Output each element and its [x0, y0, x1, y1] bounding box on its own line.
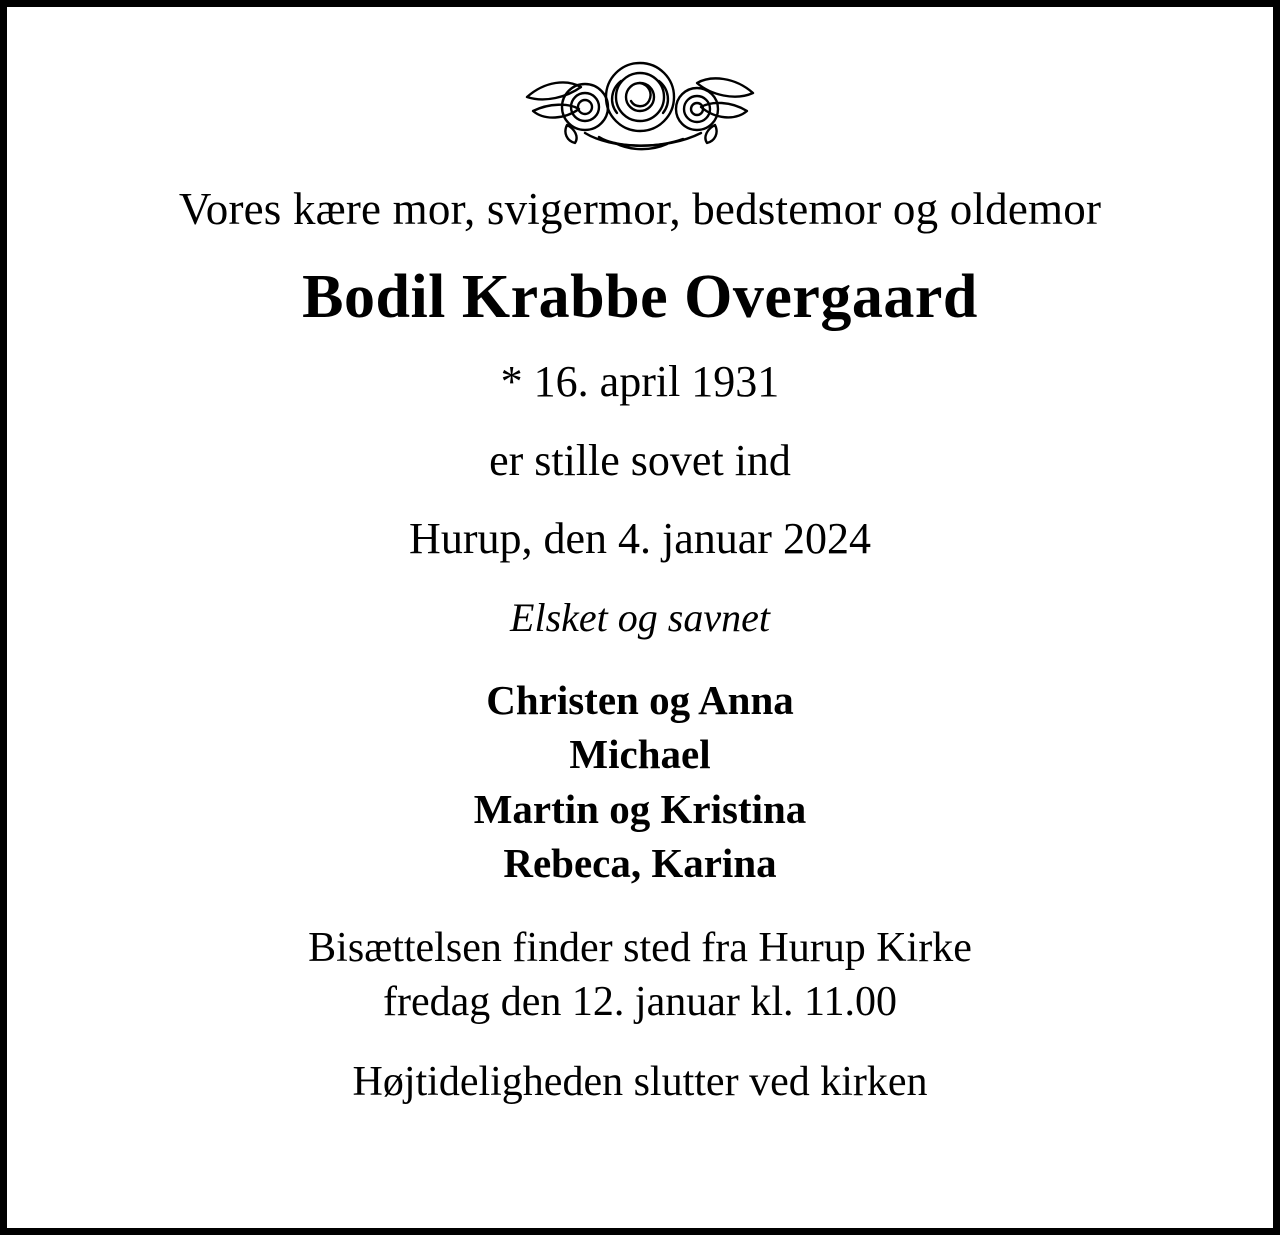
survivor-line: Rebeca, Karina — [503, 840, 777, 887]
rose-bouquet-icon — [515, 51, 765, 156]
closing-text: Højtideligheden slutter ved kirken — [352, 1059, 928, 1106]
birth-date: * 16. april 1931 — [500, 357, 780, 407]
survivor-line: Martin og Kristina — [473, 785, 807, 832]
survivor-line: Christen og Anna — [486, 676, 794, 723]
service-line: Bisættelsen finder sted fra Hurup Kirke — [308, 924, 972, 971]
relation-text: Vores kære mor, svigermor, bedstemor og oldemor — [178, 184, 1102, 234]
place-and-date-of-death: Hurup, den 4. januar 2024 — [409, 514, 871, 564]
service-line: fredag den 12. januar kl. 11.00 — [383, 979, 897, 1026]
service-details — [308, 921, 972, 1030]
epitaph-text: Elsket og savnet — [510, 594, 770, 640]
survivors-list — [474, 673, 807, 891]
deceased-name: Bodil Krabbe Overgaard — [302, 262, 978, 331]
passing-phrase: er stille sovet ind — [489, 435, 791, 485]
survivor-line: Michael — [569, 731, 711, 778]
